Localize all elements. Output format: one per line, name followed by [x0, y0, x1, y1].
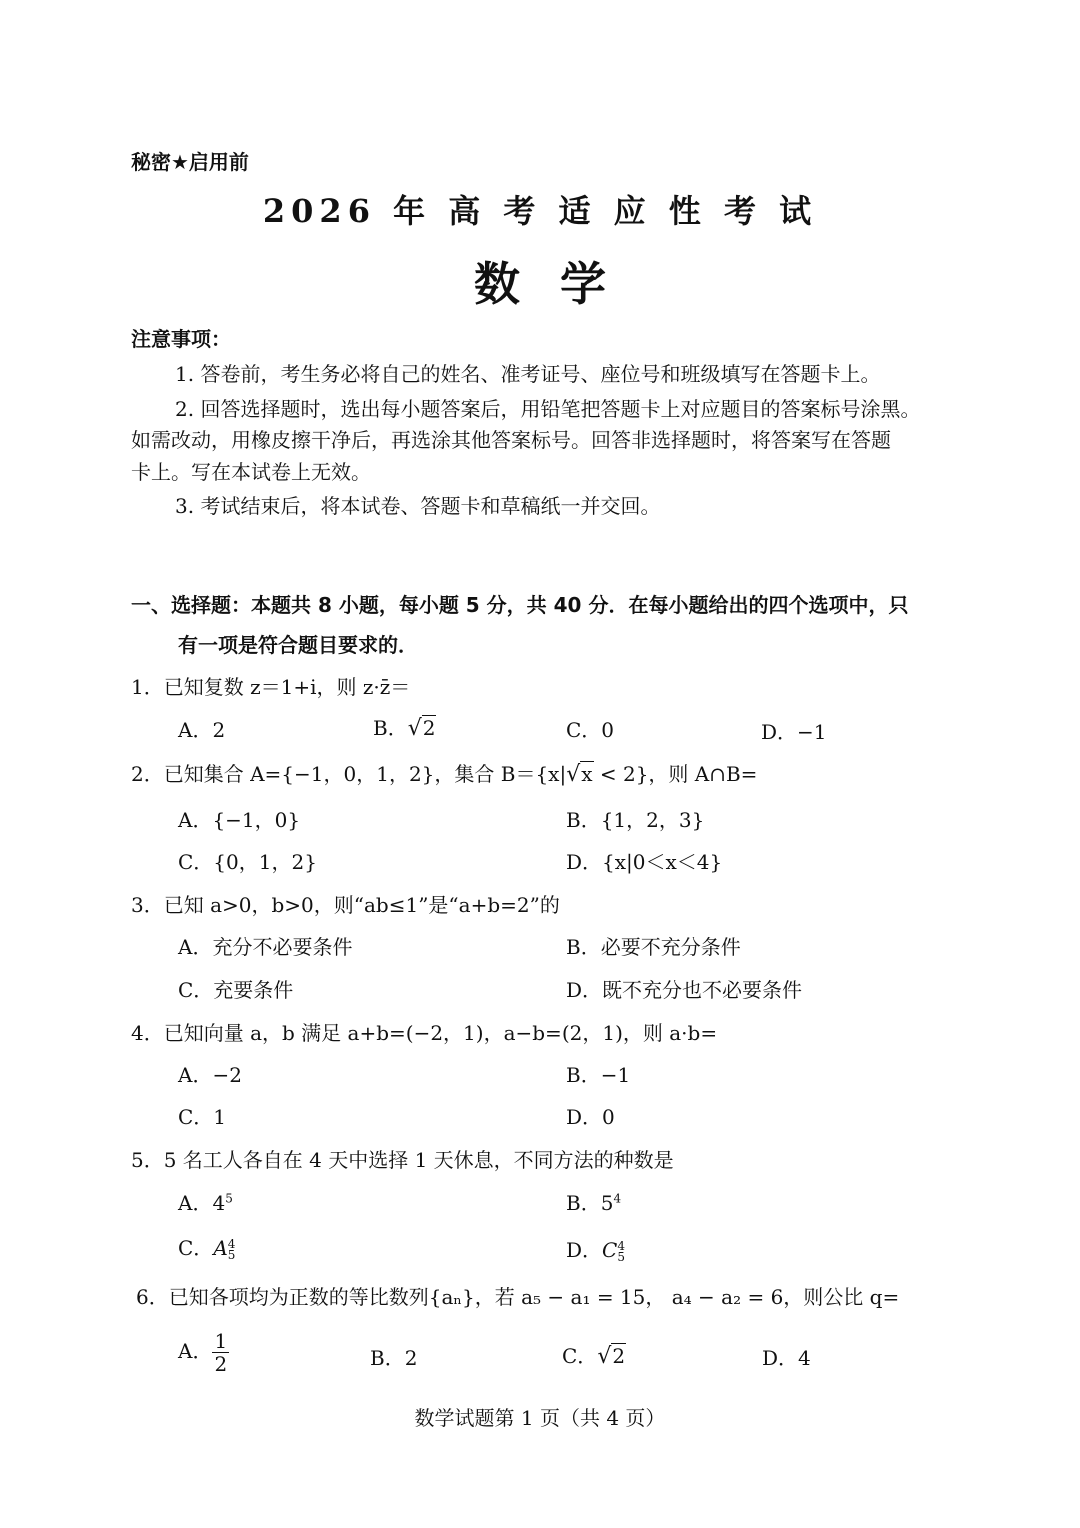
question-6-option-c: C．√2 — [562, 1344, 626, 1369]
notice-item-3: 3. 考试结束后，将本试卷、答题卡和草稿纸一并交回。 — [175, 494, 661, 518]
question-2-option-d: D．{x|0＜x＜4} — [566, 850, 723, 874]
question-3-stem: 3．已知 a>0，b>0，则“ab≤1”是“a+b=2”的 — [131, 893, 560, 917]
question-4-stem: 4．已知向量 a，b 满足 a+b=(−2，1)，a−b=(2，1)，则 a·b= — [131, 1021, 718, 1045]
question-4-option-a: A．−2 — [178, 1063, 242, 1087]
question-5-option-b: B．$5^4$ — [566, 1191, 622, 1215]
question-4-option-b: B．−1 — [566, 1063, 631, 1087]
question-6-option-b: B．2 — [370, 1346, 418, 1370]
notice-item-2-line-2: 如需改动，用橡皮擦干净后，再选涂其他答案标号。回答非选择题时，将答案写在答题 — [131, 428, 891, 452]
question-2-option-b: B．{1，2，3} — [566, 808, 705, 832]
question-2-stem: 2．已知集合 A={−1，0，1，2}，集合 B＝{x|√x < 2}，则 A∩B= — [131, 762, 758, 787]
question-6-option-d: D．4 — [762, 1346, 811, 1370]
question-2-option-a: A．{−1，0} — [178, 808, 301, 832]
question-3-option-d: D．既不充分也不必要条件 — [566, 978, 803, 1002]
section-heading-line-2: 有一项是符合题目要求的． — [178, 633, 418, 657]
notice-item-2-line-1: 2. 回答选择题时，选出每小题答案后，用铅笔把答题卡上对应题目的答案标号涂黑。 — [175, 397, 921, 421]
question-2-option-c: C．{0，1，2} — [178, 850, 317, 874]
notice-item-2-line-3: 卡上。写在本试卷上无效。 — [131, 460, 371, 484]
question-1-option-d: D．−1 — [761, 720, 827, 744]
exam-title: 2026 年 高 考 适 应 性 考 试 — [262, 192, 818, 230]
question-5-option-d: D．C 4 5 — [566, 1238, 625, 1264]
page-footer: 数学试题第 1 页（共 4 页） — [414, 1406, 666, 1430]
question-4-option-d: D．0 — [566, 1105, 615, 1129]
question-3-option-b: B．必要不充分条件 — [566, 935, 741, 959]
question-1-option-a: A．2 — [178, 718, 226, 742]
question-1-option-b: B．√2 — [373, 716, 436, 741]
question-3-option-c: C．充要条件 — [178, 978, 294, 1002]
question-5-stem: 5．5 名工人各自在 4 天中选择 1 天休息，不同方法的种数是 — [131, 1148, 674, 1172]
question-1-option-c: C．0 — [566, 718, 615, 742]
question-6-option-a: A． $\frac{1}{2}$ — [178, 1329, 228, 1376]
subject-title: 数学 — [474, 257, 646, 311]
notice-item-1: 1. 答卷前，考生务必将自己的姓名、准考证号、座位号和班级填写在答题卡上。 — [175, 362, 881, 386]
question-6-stem: 6．已知各项均为正数的等比数列{aₙ}，若 a₅ − a₁ = 15， a₄ − a₂ = 6，则公比 q= — [136, 1285, 900, 1309]
question-3-option-a: A．充分不必要条件 — [178, 935, 353, 959]
question-5-option-a: A．$4^5$ — [178, 1191, 233, 1215]
question-4-option-c: C．1 — [178, 1105, 227, 1129]
question-5-option-c: C．A 4 5 — [178, 1236, 236, 1262]
confidential-mark: 秘密★启用前 — [131, 150, 249, 174]
notice-heading: 注意事项： — [131, 327, 231, 351]
question-1-stem: 1．已知复数 z＝1+i，则 z·z̄＝ — [131, 675, 411, 699]
section-heading-line-1: 一、选择题：本题共 8 小题，每小题 5 分，共 40 分．在每小题给出的四个选项中，只 — [131, 593, 909, 617]
